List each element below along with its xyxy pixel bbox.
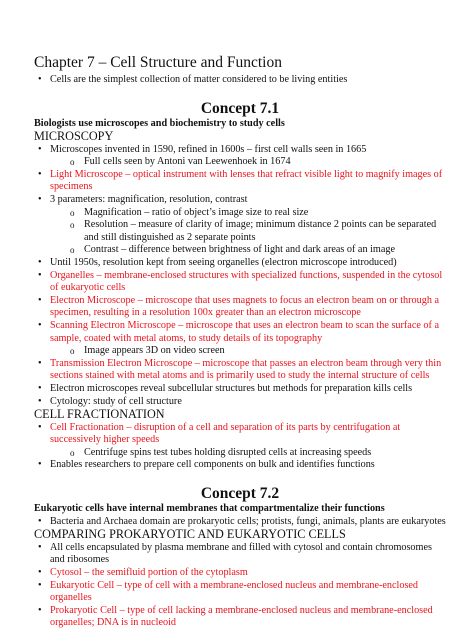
definition-item: • Scanning Electron Microscope – microscope that uses an electron beam to scan the surface of a sample, coated with metal atoms, to study details of its topography xyxy=(34,320,446,345)
list-item: • Until 1950s, resolution kept from seeing organelles (electron microscope introduced) xyxy=(34,257,446,270)
sub-list-item: o Full cells seen by Antoni van Leewenhoek in 1674 xyxy=(34,156,446,169)
comparing-cells-heading: COMPARING PROKARYOTIC AND EUKARYOTIC CELLS xyxy=(34,527,346,542)
sub-list-item: o Contrast – difference between brightness of light and dark areas of an image xyxy=(34,244,446,257)
concept-7-1-subtitle: Biologists use microscopes and biochemistry to study cells xyxy=(34,117,285,129)
list-item: • Cytology: study of cell structure xyxy=(34,396,446,409)
sub-list-item: o Centrifuge spins test tubes holding disrupted cells at increasing speeds xyxy=(34,447,446,460)
sub-list-item: o Resolution – measure of clarity of image; minimum distance 2 points can be separated and still distinguished as 2 separate points xyxy=(34,219,446,244)
concept-7-2-title: Concept 7.2 xyxy=(200,485,280,503)
definition-item: • Eukaryotic Cell – type of cell with a membrane-enclosed nucleus and membrane-enclosed organelles xyxy=(34,580,446,605)
list-item: • All cells encapsulated by plasma membrane and filled with cytosol and contain chromosomes and ribosomes xyxy=(34,542,446,567)
list-item: • Cells are the simplest collection of matter considered to be living entities xyxy=(34,74,446,87)
fractionation-list xyxy=(34,422,446,472)
definition-item: • Light Microscope – optical instrument with lenses that refract visible light to magnify images of specimens xyxy=(34,169,446,194)
domain-list xyxy=(34,516,446,529)
definition-item: • Electron Microscope – microscope that uses magnets to focus an electron beam on or through a specimen, resulting in a resolution 100x greater than an electron microscope xyxy=(34,295,446,320)
document-content xyxy=(34,53,446,630)
definition-item: • Transmission Electron Microscope – microscope that passes an electron beam through very thin sections stained with metal atoms and is primarily used to study the internal structure of cells xyxy=(34,358,446,383)
chapter-title: Chapter 7 – Cell Structure and Function xyxy=(34,54,282,71)
concept-7-1-title: Concept 7.1 xyxy=(200,99,280,117)
list-item: • Enables researchers to prepare cell components on bulk and identifies functions xyxy=(34,459,446,472)
list-item: • 3 parameters: magnification, resolution, contrast xyxy=(34,194,446,207)
list-item: • Electron microscopes reveal subcellular structures but methods for preparation kills cells xyxy=(34,383,446,396)
cell-fractionation-heading: CELL FRACTIONATION xyxy=(34,407,165,422)
definition-item: • Prokaryotic Cell – type of cell lacking a membrane-enclosed nucleus and membrane-enclosed organelles; DNA is in nucleoid xyxy=(34,605,446,630)
intro-list xyxy=(34,74,446,87)
sub-list-item: o Magnification – ratio of object’s image size to real size xyxy=(34,207,446,220)
definition-item: • Cell Fractionation – disruption of a cell and separation of its parts by centrifugation at successively higher speeds xyxy=(34,422,446,447)
definition-item: • Cytosol – the semifluid portion of the cytoplasm xyxy=(34,567,446,580)
comparing-list xyxy=(34,542,446,630)
definition-item: • Organelles – membrane-enclosed structures with specialized functions, suspended in the cytosol of eukaryotic cells xyxy=(34,270,446,295)
microscopy-heading: MICROSCOPY xyxy=(34,129,114,144)
concept-7-2-subtitle: Eukaryotic cells have internal membranes that compartmentalize their functions xyxy=(34,503,385,515)
list-item: • Microscopes invented in 1590, refined in 1600s – first cell walls seen in 1665 xyxy=(34,144,446,157)
list-item: • Bacteria and Archaea domain are prokaryotic cells; protists, fungi, animals, plants are eukaryotes xyxy=(34,516,446,529)
sub-list-item: o Image appears 3D on video screen xyxy=(34,345,446,358)
microscopy-list xyxy=(34,144,446,408)
